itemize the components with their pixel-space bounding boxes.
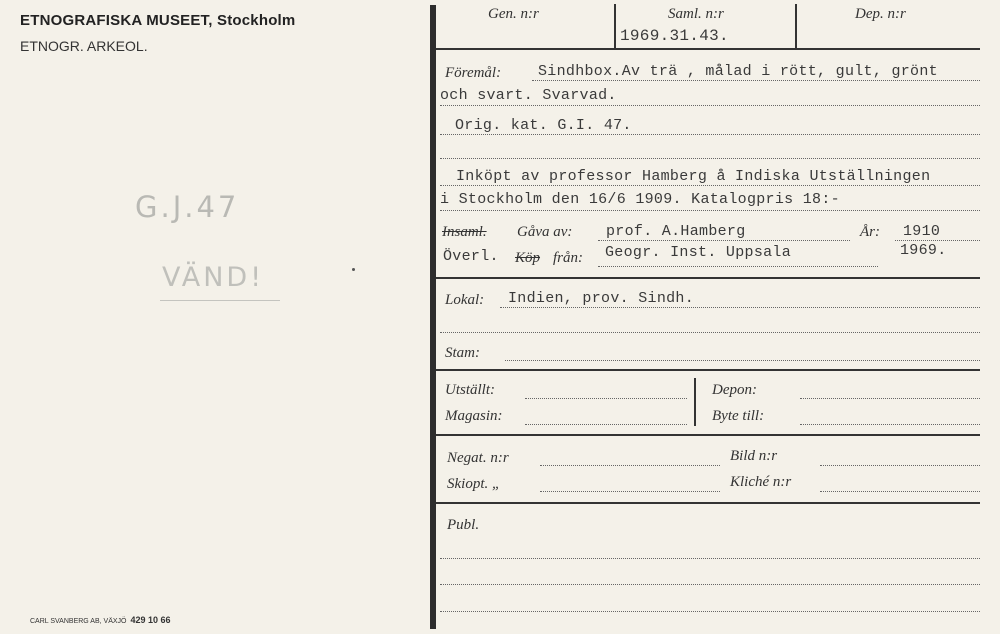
dotted-line (440, 134, 980, 135)
dotted-line (820, 491, 980, 492)
gava-label: Gåva av: (517, 224, 573, 240)
saml-label: Saml. n:r (668, 6, 724, 22)
saml-value: 1969.31.43. (620, 27, 729, 45)
form-left-border (430, 5, 436, 629)
handwritten-code: G.J.47 (135, 190, 240, 224)
foremal-line1: Sindhbox.Av trä , målad i rött, gult, grönt (538, 63, 938, 80)
negat-label: Negat. n:r (447, 450, 509, 466)
lokal-label: Lokal: (445, 292, 485, 308)
dotted-line (505, 360, 980, 361)
foremal-label: Föremål: (445, 65, 502, 81)
section-divider (436, 48, 980, 50)
kop-label: Köp (515, 250, 541, 266)
ar-value-1910: 1910 (903, 223, 941, 240)
insaml-label: Insaml. (442, 224, 487, 240)
byte-label: Byte till: (712, 408, 765, 424)
dotted-line (598, 266, 878, 267)
dotted-line (820, 465, 980, 466)
ink-dot (352, 268, 355, 271)
dep-label: Dep. n:r (855, 6, 906, 22)
dotted-line (525, 424, 687, 425)
kliche-label: Kliché n:r (730, 474, 792, 490)
dotted-line (598, 240, 850, 241)
divider (694, 378, 696, 426)
inkopt-line1: Inköpt av professor Hamberg å Indiska Utställningen (456, 168, 931, 185)
utstallt-label: Utställt: (445, 382, 496, 398)
divider (614, 4, 616, 48)
dotted-line (440, 332, 980, 333)
section-divider (436, 277, 980, 279)
bild-label: Bild n:r (730, 448, 778, 464)
stam-label: Stam: (445, 345, 480, 361)
dotted-line (540, 491, 720, 492)
institution-header: ETNOGRAFISKA MUSEET, Stockholm (20, 12, 296, 29)
publ-label: Publ. (447, 517, 480, 533)
dotted-line (440, 105, 980, 106)
fran-value: Geogr. Inst. Uppsala (605, 244, 792, 261)
dotted-line (532, 80, 980, 81)
gava-value: prof. A.Hamberg (606, 223, 746, 240)
overl-label: Överl. (443, 248, 499, 265)
section-divider (436, 369, 980, 371)
lokal-value: Indien, prov. Sindh. (508, 290, 695, 307)
dotted-line (525, 398, 687, 399)
depon-label: Depon: (712, 382, 757, 398)
foremal-line2: och svart. Svarvad. (440, 87, 617, 104)
dotted-line (800, 398, 980, 399)
dotted-line (440, 158, 980, 159)
dotted-line (440, 558, 980, 559)
dotted-line (800, 424, 980, 425)
gen-label: Gen. n:r (488, 6, 539, 22)
printer-imprint (30, 615, 171, 625)
dotted-line (540, 465, 720, 466)
dotted-line (440, 611, 980, 612)
section-divider (436, 434, 980, 436)
printer-name: CARL SVANBERG AB, VÄXJÖ (30, 618, 127, 625)
fran-label: från: (553, 250, 583, 266)
handwritten-note: VÄND! (162, 262, 265, 293)
dotted-line (895, 240, 980, 241)
skiopt-label: Skiopt. „ (447, 476, 501, 492)
dotted-line (500, 307, 980, 308)
printer-code: 429 10 66 (130, 615, 171, 625)
dotted-line (440, 185, 980, 186)
inkopt-line2: i Stockholm den 16/6 1909. Katalogpris 18:- (440, 191, 840, 208)
handwritten-underline (160, 300, 280, 301)
divider (795, 4, 797, 48)
dotted-line (440, 584, 980, 585)
dotted-line (440, 210, 980, 211)
ar-value-1969: 1969. (900, 242, 947, 259)
section-divider (436, 502, 980, 504)
department-header: ETNOGR. ARKEOL. (20, 38, 148, 54)
ar-label: År: (860, 224, 880, 240)
orig-kat: Orig. kat. G.I. 47. (455, 117, 632, 134)
magasin-label: Magasin: (445, 408, 503, 424)
